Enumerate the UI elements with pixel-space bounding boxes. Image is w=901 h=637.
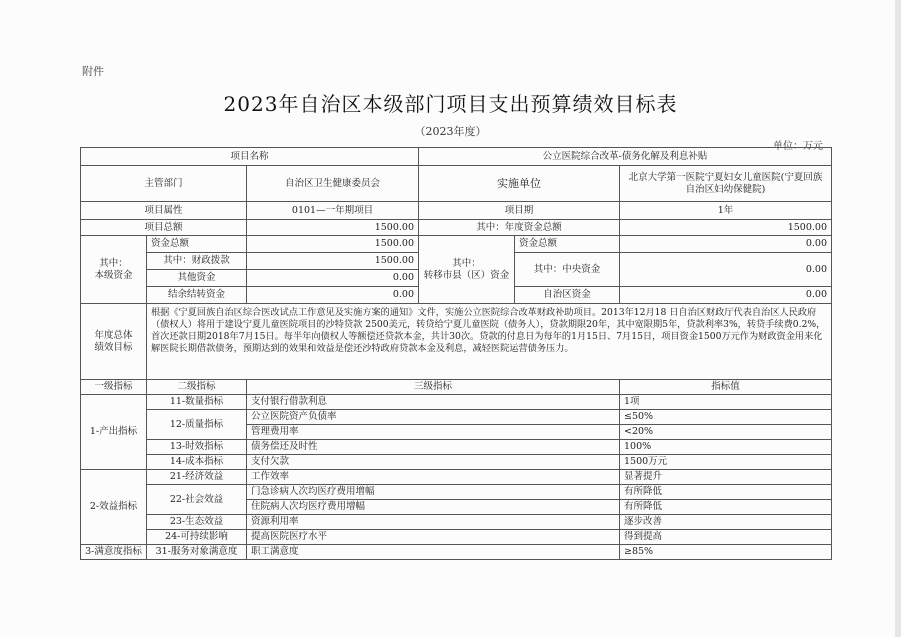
project-name-label: 项目名称 — [81, 148, 419, 166]
other-value: 0.00 — [247, 270, 419, 287]
level3-cell: 资源利用率 — [247, 515, 620, 530]
value-cell: 1500万元 — [620, 455, 832, 470]
dept-value: 自治区卫生健康委员会 — [247, 166, 419, 202]
header-level3: 三级指标 — [247, 380, 620, 395]
performance-table — [80, 147, 832, 560]
table-header-row — [81, 380, 832, 395]
level2-cell: 31-服务对象满意度 — [147, 545, 247, 560]
header-level1: 一级指标 — [81, 380, 147, 395]
level3-cell: 住院病人次均医疗费用增幅 — [247, 500, 620, 515]
value-cell: <20% — [620, 425, 832, 440]
dept-label: 主管部门 — [81, 166, 247, 202]
value-cell: 有所降低 — [620, 485, 832, 500]
value-cell: 有所降低 — [620, 500, 832, 515]
table-row — [81, 515, 832, 530]
level2-cell: 11-数量指标 — [147, 395, 247, 410]
level2-cell: 22-社会效益 — [147, 485, 247, 515]
level3-cell: 债务偿还及时性 — [247, 440, 620, 455]
table-row — [81, 304, 832, 380]
table-row — [81, 395, 832, 410]
level2-cell: 13-时效指标 — [147, 440, 247, 455]
value-cell: ≤50% — [620, 410, 832, 425]
attr-label: 项目属性 — [81, 202, 247, 220]
table-row — [81, 220, 832, 236]
level1-benefit: 2-效益指标 — [81, 470, 147, 545]
table-row — [81, 530, 832, 545]
level3-cell: 支付欠款 — [247, 455, 620, 470]
fund-total-value: 1500.00 — [247, 236, 419, 253]
level1-output: 1-产出指标 — [81, 395, 147, 470]
table-row — [81, 440, 832, 455]
total-label: 项目总额 — [81, 220, 247, 236]
attr-value: 0101—一年期项目 — [247, 202, 419, 220]
level3-cell: 门急诊病人次均医疗费用增幅 — [247, 485, 620, 500]
goal-label: 年度总体 绩效目标 — [81, 304, 147, 380]
table-row — [81, 470, 832, 485]
t-central-label: 其中：中央资金 — [515, 253, 620, 287]
fiscal-value: 1500.00 — [247, 253, 419, 270]
table-row — [81, 485, 832, 500]
level2-cell: 23-生态效益 — [147, 515, 247, 530]
impl-value: 北京大学第一医院宁夏妇女儿童医院(宁夏回族自治区妇幼保健院) — [620, 166, 832, 202]
t-central-value: 0.00 — [620, 253, 832, 287]
annual-value: 1500.00 — [620, 220, 832, 236]
t-total-label: 资金总额 — [515, 236, 620, 253]
table-row — [81, 545, 832, 560]
transfer-label: 其中： 转移市县（区）资金 — [419, 236, 515, 304]
page-title: 2023年自治区本级部门项目支出预算绩效目标表 — [223, 92, 678, 116]
value-cell: 得到提高 — [620, 530, 832, 545]
impl-label: 实施单位 — [419, 166, 620, 202]
value-cell: 逐步改善 — [620, 515, 832, 530]
level3-cell: 工作效率 — [247, 470, 620, 485]
benji-label: 其中： 本级资金 — [81, 236, 147, 304]
level2-cell: 24-可持续影响 — [147, 530, 247, 545]
t-region-label: 自治区资金 — [515, 287, 620, 304]
fiscal-label: 其中：财政拨款 — [147, 253, 247, 270]
annual-label: 其中：年度资金总额 — [419, 220, 620, 236]
carry-label: 结余结转资金 — [147, 287, 247, 304]
fund-total-label: 资金总额 — [147, 236, 247, 253]
table-row — [81, 166, 832, 202]
table-row — [81, 410, 832, 425]
level3-cell: 管理费用率 — [247, 425, 620, 440]
level3-cell: 提高医院医疗水平 — [247, 530, 620, 545]
level1-satisfaction: 3-满意度指标 — [81, 545, 147, 560]
header-level2: 二级指标 — [147, 380, 247, 395]
value-cell: 1项 — [620, 395, 832, 410]
carry-value: 0.00 — [247, 287, 419, 304]
table-row — [81, 455, 832, 470]
page-subtitle: （2023年度） — [414, 125, 487, 138]
unit-label: 单位：万元 — [773, 141, 823, 152]
level3-cell: 职工满意度 — [247, 545, 620, 560]
other-label: 其他资金 — [147, 270, 247, 287]
t-region-value: 0.00 — [620, 287, 832, 304]
header-value: 指标值 — [620, 380, 832, 395]
table-row — [81, 236, 832, 253]
value-cell: ≥85% — [620, 545, 832, 560]
value-cell: 显著提升 — [620, 470, 832, 485]
table-row — [81, 202, 832, 220]
level2-cell: 14-成本指标 — [147, 455, 247, 470]
value-cell: 100% — [620, 440, 832, 455]
level2-cell: 12-质量指标 — [147, 410, 247, 440]
attachment-label: 附件 — [82, 65, 104, 78]
level3-cell: 支付银行借款利息 — [247, 395, 620, 410]
period-label: 项目期 — [419, 202, 620, 220]
table-row — [81, 148, 832, 166]
project-name-value: 公立医院综合改革-债务化解及利息补贴 — [419, 148, 832, 166]
level3-cell: 公立医院资产负债率 — [247, 410, 620, 425]
total-value: 1500.00 — [247, 220, 419, 236]
level2-cell: 21-经济效益 — [147, 470, 247, 485]
period-value: 1年 — [620, 202, 832, 220]
goal-text: 根据《宁夏回族自治区综合医改试点工作意见及实施方案的通知》文件，实施公立医院综合改革财政补助项目。2013年12月18 日自治区财政厅代表自治区人民政府（债权人）将用于建设宁夏儿童医院项目的沙特贷款 2500美元，转贷给宁夏儿童医院（债务人），贷款期限20年，其中宽限期5年，贷款利率3%，转贷手续费0.2%，首次还款日期2018年7月15日。每半年向债权人等额偿还贷款本金，共计30次。贷款的付息日为每年的1月15日、7月15日，项目资金1500万元作为财政资金用来化解医院长期借款债务，预期达到的效果和效益是偿还沙特政府贷款本金及利息，减轻医院运营债务压力。 — [147, 304, 832, 380]
t-total-value: 0.00 — [620, 236, 832, 253]
